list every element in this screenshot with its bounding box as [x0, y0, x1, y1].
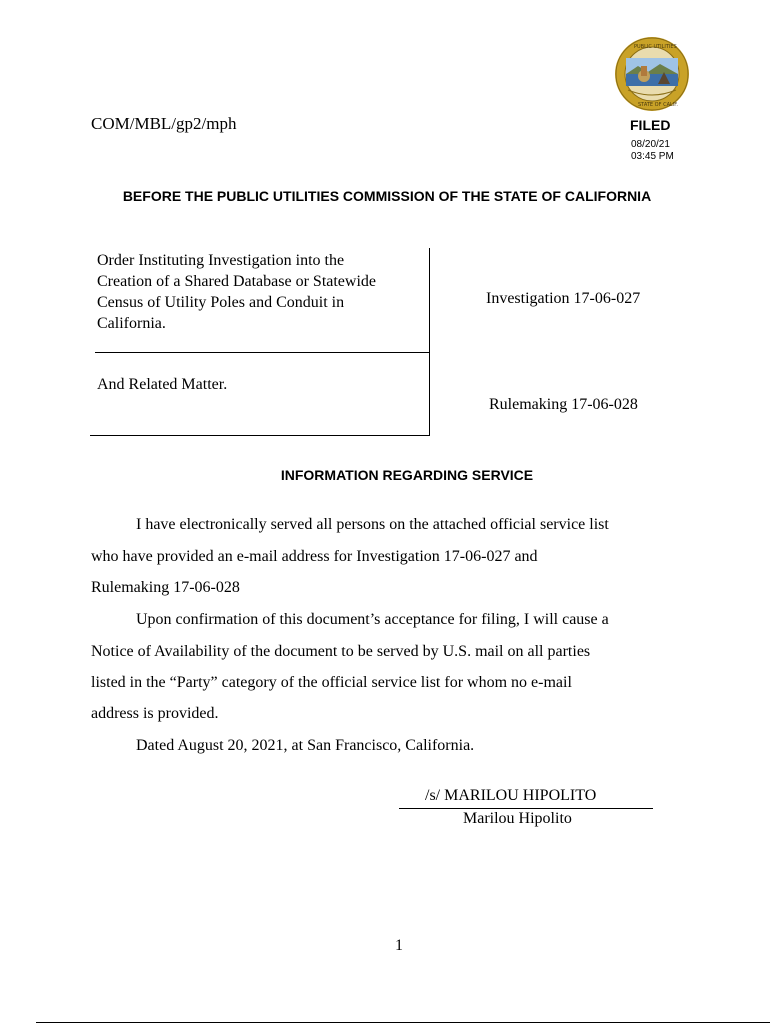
caption-middle-rule [95, 352, 430, 353]
caption-line: California. [97, 315, 166, 332]
svg-text:STATE OF CALIF.: STATE OF CALIF. [638, 102, 678, 108]
page-number: 1 [395, 937, 403, 954]
rulemaking-number: Rulemaking 17-06-028 [489, 396, 638, 413]
caption-line: Census of Utility Poles and Conduit in [97, 294, 345, 311]
filed-label: FILED [630, 117, 671, 133]
case-caption [97, 250, 422, 334]
body-line: Notice of Availability of the document to be served by U.S. mail on all parties [91, 643, 591, 660]
caption-vertical-rule [429, 248, 430, 436]
caption-line: Order Instituting Investigation into the [97, 252, 345, 269]
filed-date: 08/20/21 [631, 139, 670, 150]
section-heading: INFORMATION REGARDING SERVICE [280, 467, 534, 483]
related-matter: And Related Matter. [97, 376, 228, 393]
signer-name: Marilou Hipolito [463, 810, 572, 827]
caption-line: Creation of a Shared Database or Statewide [97, 273, 377, 290]
filed-time: 03:45 PM [631, 151, 674, 162]
body-line: who have provided an e-mail address for Investigation 17-06-027 and [91, 548, 538, 565]
dated-line: Dated August 20, 2021, at San Francisco, California. [136, 737, 475, 754]
california-puc-seal-icon [614, 36, 690, 112]
body-line: Rulemaking 17-06-028 [91, 579, 240, 596]
docket-reference: COM/MBL/gp2/mph [91, 114, 237, 133]
body-line: listed in the “Party” category of the official service list for whom no e-mail [91, 674, 572, 691]
commission-heading: BEFORE THE PUBLIC UTILITIES COMMISSION OF THE STATE OF CALIFORNIA [122, 188, 652, 204]
body-line: I have electronically served all persons on the attached official service list [136, 516, 609, 533]
signature-rule [399, 808, 653, 809]
body-line: Upon confirmation of this document’s acceptance for filing, I will cause a [136, 611, 609, 628]
body-line: address is provided. [91, 705, 219, 722]
footer-rule [36, 1022, 770, 1023]
electronic-signature: /s/ MARILOU HIPOLITO [425, 787, 597, 804]
investigation-number: Investigation 17-06-027 [486, 290, 641, 307]
caption-bottom-rule [90, 435, 430, 436]
svg-text:PUBLIC UTILITIES: PUBLIC UTILITIES [634, 44, 677, 50]
